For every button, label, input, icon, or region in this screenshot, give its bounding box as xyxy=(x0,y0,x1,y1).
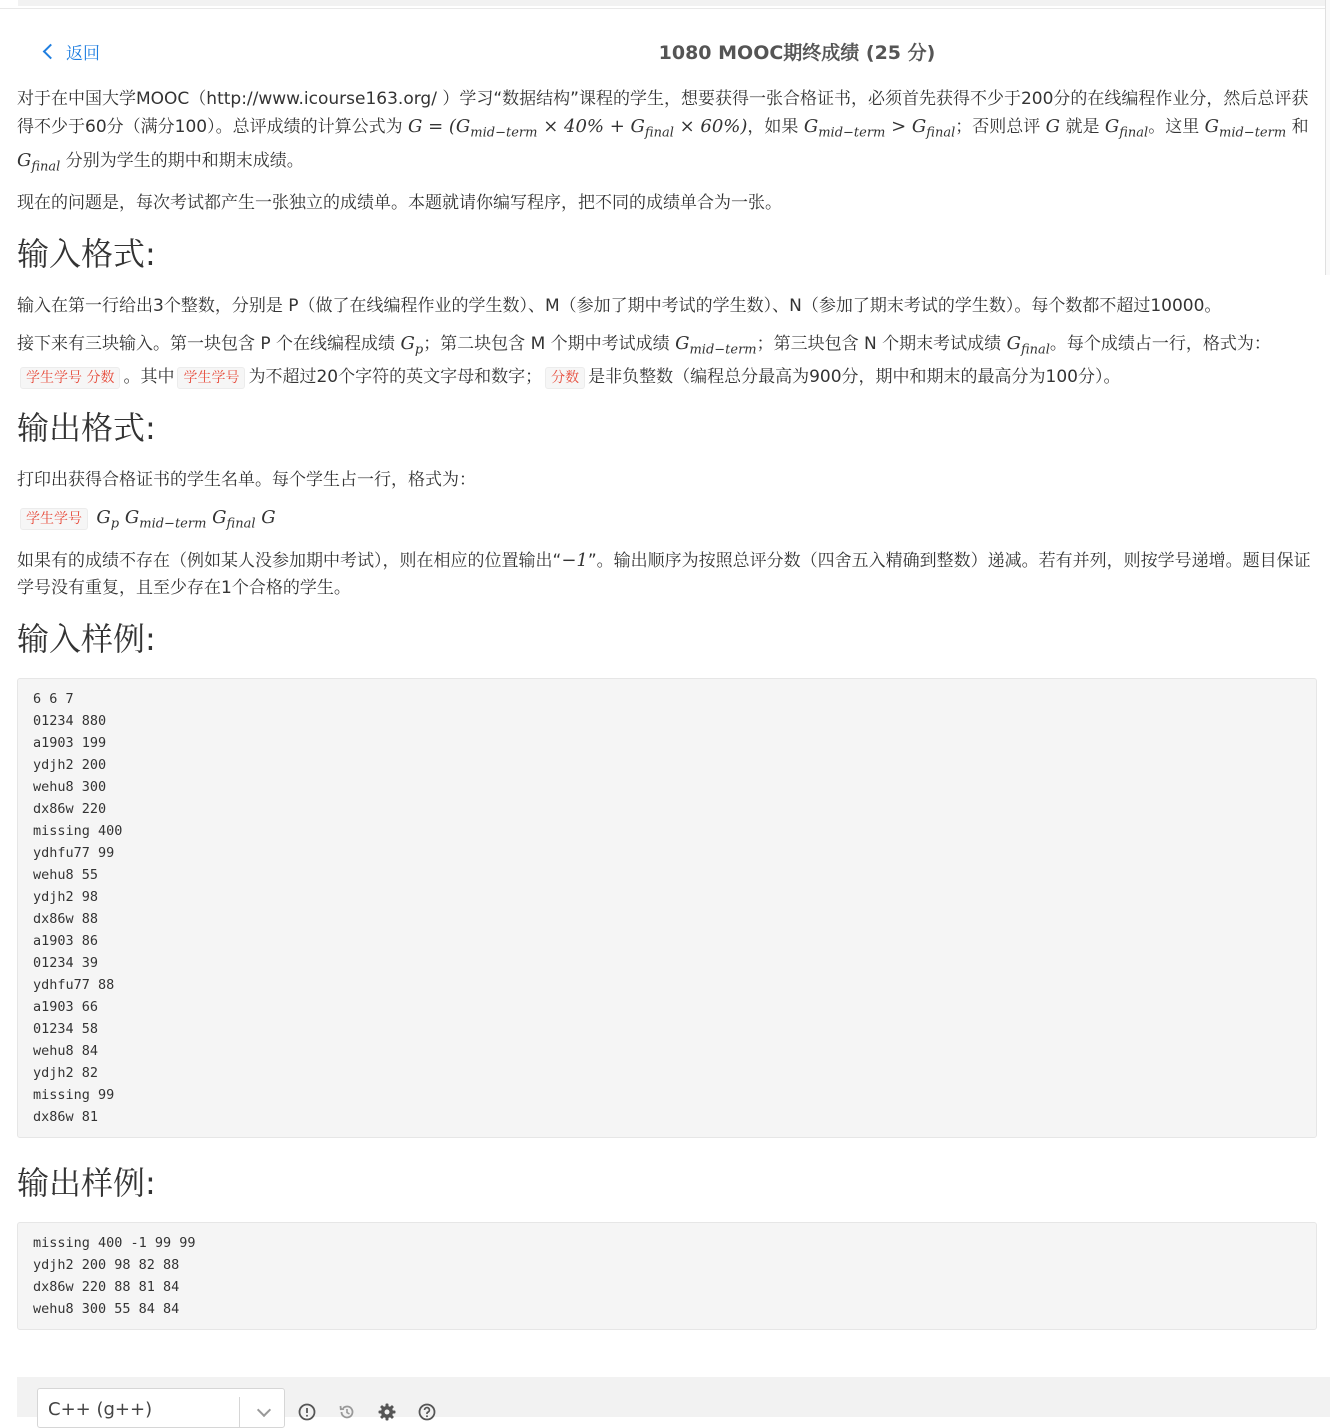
input-text: ；第二块包含 M 个期中考试成绩 xyxy=(423,334,676,355)
input-text: 。每个成绩占一行，格式为： xyxy=(1049,334,1271,355)
input-text: 为不超过20个字符的英文字母和数字； xyxy=(248,366,543,387)
intro-text: 分别为学生的期中和期末成绩。 xyxy=(60,150,304,171)
math-sub: final xyxy=(31,159,61,175)
math-format xyxy=(96,506,276,532)
math-sub: mid−term xyxy=(689,342,757,358)
math-gmid xyxy=(1204,116,1287,141)
output-format-line xyxy=(17,504,1317,538)
formula-sub-mid: mid−term xyxy=(470,125,538,141)
formula-mid: × 40% + G xyxy=(537,116,645,137)
input-text: 是非负整数（编程总分最高为900分，期中和期末的最高分为100分）。 xyxy=(588,366,1121,387)
formula-start: G = (G xyxy=(407,116,471,137)
math-condition xyxy=(803,116,956,141)
intro-paragraph xyxy=(17,86,1317,180)
math-sub: final xyxy=(1020,342,1050,358)
chevron-down-icon xyxy=(257,1403,271,1417)
problem-title: 1080 MOOC期终成绩 (25 分) xyxy=(658,42,936,64)
intro-paragraph-2: 现在的问题是，每次考试都产生一张独立的成绩单。本题就请你编写程序，把不同的成绩单合为一张。 xyxy=(17,193,782,214)
math-gfinal xyxy=(1006,333,1050,358)
intro-text: 。这里 xyxy=(1148,117,1205,137)
top-bar xyxy=(0,0,1330,9)
output-paragraph-1: 打印出获得合格证书的学生名单。每个学生占一行，格式为： xyxy=(17,469,476,490)
math-sub: mid−term xyxy=(1219,125,1287,141)
math-sub: p xyxy=(110,516,120,532)
output-text: 如果有的成绩不存在（例如某人没参加期中考试），则在相应的位置输出“ xyxy=(17,551,562,572)
sample-output-heading: 输出样例: xyxy=(17,1164,156,1203)
editor-toolbar xyxy=(17,1377,1330,1420)
math-g: G xyxy=(400,333,415,355)
output-heading: 输出格式: xyxy=(17,408,156,447)
math-gfinal xyxy=(17,149,61,175)
math-sub: final xyxy=(1119,125,1149,141)
math-minus-one: −1 xyxy=(561,550,588,572)
math-sub: mid−term xyxy=(818,125,886,141)
intro-text: 对于在中国大学MOOC（http://www.icourse163.org/ ）学习“数据结构”课程的学生，想要获得一张合格证书，必须首先获得不少于200分的在线编程作业分，然后总评获得不少于60分（满分100）。总评成绩的计算公式为 xyxy=(17,89,1309,137)
math-g: G xyxy=(803,116,819,137)
back-button[interactable] xyxy=(40,38,100,64)
math-g: G xyxy=(17,149,32,171)
math-g: G xyxy=(1045,116,1061,137)
math-gp xyxy=(400,333,424,358)
inline-code: 学生学号 分数 xyxy=(20,367,120,389)
chevron-left-icon xyxy=(43,43,59,59)
history-icon[interactable] xyxy=(338,1403,356,1421)
inline-code: 学生学号 xyxy=(177,367,245,389)
inline-code: 学生学号 xyxy=(20,508,88,530)
info-icon[interactable] xyxy=(298,1403,316,1421)
math-gfinal xyxy=(1104,116,1149,141)
language-value: C++ (g++) xyxy=(48,1399,153,1420)
math-sub: final xyxy=(926,125,956,141)
problem-content xyxy=(17,86,1317,1330)
formula-end: × 60%) xyxy=(673,116,748,137)
math-g: G xyxy=(1104,116,1120,137)
select-divider xyxy=(239,1397,240,1427)
intro-text: ，如果 xyxy=(747,117,804,137)
math-g: G xyxy=(212,506,227,528)
settings-icon[interactable] xyxy=(378,1403,396,1421)
output-text: ”。输出顺序为按照总评分数（四舍五入精确到整数）递减。若有并列，则按学号递增。题目保证学号没有重复，且至少存在1个合格的学生。 xyxy=(17,551,1311,599)
sample-input-block: 6 6 7 01234 880 a1903 199 ydjh2 200 wehu8 300 dx86w 220 missing 400 ydhfu77 99 wehu8 55 ydjh2 98 dx86w 88 a1903 86 01234 39 ydhfu77 88 a1903 66 01234 58 wehu8 84 ydjh2 82 missing 99 dx86w 81 xyxy=(17,678,1317,1138)
inline-code: 分数 xyxy=(545,367,585,389)
math-g: G xyxy=(96,506,111,528)
input-text: ；第三块包含 N 个期末考试成绩 xyxy=(756,334,1007,355)
intro-text: ；否则总评 xyxy=(955,117,1046,137)
output-paragraph-3 xyxy=(17,547,1317,602)
math-g: G xyxy=(261,506,276,528)
input-paragraph-1: 输入在第一行给出3个整数，分别是 P（做了在线编程作业的学生数）、M（参加了期中考试的学生数）、N（参加了期末考试的学生数）。每个数都不超过10000。 xyxy=(17,296,1222,317)
sample-output-block: missing 400 -1 99 99 ydjh2 200 98 82 88 dx86w 220 88 81 84 wehu8 300 55 84 84 xyxy=(17,1222,1317,1330)
formula xyxy=(407,116,748,141)
back-label: 返回 xyxy=(66,43,100,64)
math-g: G xyxy=(1204,116,1219,137)
input-text: 接下来有三块输入。第一块包含 P 个在线编程成绩 xyxy=(17,334,401,355)
input-paragraph-2 xyxy=(17,330,1317,391)
intro-text: 就是 xyxy=(1060,117,1105,137)
math-sub: final xyxy=(226,516,256,532)
math-sub: mid−term xyxy=(139,516,207,532)
math-g: G xyxy=(124,506,140,528)
math-gmid xyxy=(675,333,757,358)
math-sub: p xyxy=(414,342,424,358)
problem-header xyxy=(0,30,1330,74)
input-text: 。其中 xyxy=(123,366,175,387)
top-bar-strip xyxy=(18,0,1330,6)
language-select[interactable] xyxy=(37,1388,285,1428)
input-heading: 输入格式: xyxy=(17,235,156,274)
help-icon[interactable] xyxy=(418,1403,436,1421)
math-gt: > G xyxy=(885,116,927,137)
formula-sub-final: final xyxy=(644,125,674,141)
sample-input-heading: 输入样例: xyxy=(17,620,156,659)
math-g: G xyxy=(1006,333,1021,355)
intro-text: 和 xyxy=(1286,117,1309,137)
math-g: G xyxy=(675,333,690,355)
